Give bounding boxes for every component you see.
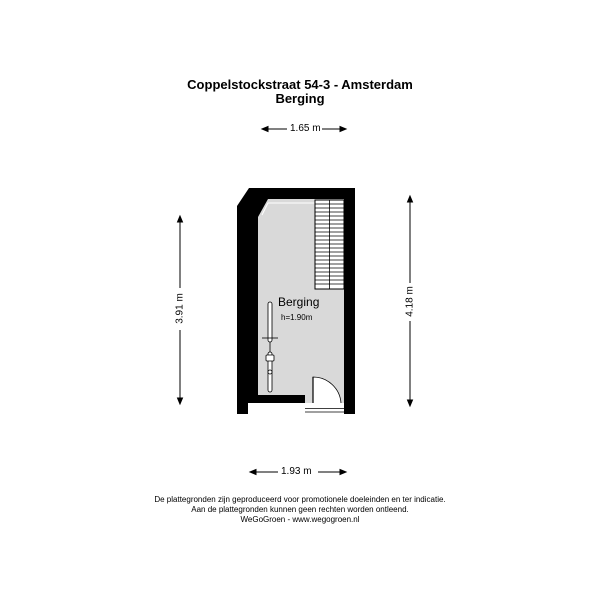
- staircase: [315, 200, 344, 289]
- floorplan-subtitle: Berging: [275, 91, 325, 106]
- bottom-width-label: 1.93 m: [281, 466, 312, 477]
- room-height: h=1.90m: [281, 313, 313, 322]
- right-height-label: 4.18 m: [404, 286, 416, 317]
- left-height-label: 3.91 m: [174, 293, 186, 324]
- disclaimer-line-2: Aan de plattegronden kunnen geen rechten worden ontleend.: [191, 505, 409, 514]
- floorplan-title: Coppelstockstraat 54-3 - Amsterdam: [187, 77, 413, 92]
- company-credit: WeGoGroen - www.wegogroen.nl: [240, 515, 360, 524]
- top-width-label: 1.65 m: [290, 123, 321, 134]
- room-name: Berging: [278, 295, 320, 309]
- disclaimer-line-1: De plattegronden zijn geproduceerd voor promotionele doeleinden en ter indicatie.: [154, 495, 446, 504]
